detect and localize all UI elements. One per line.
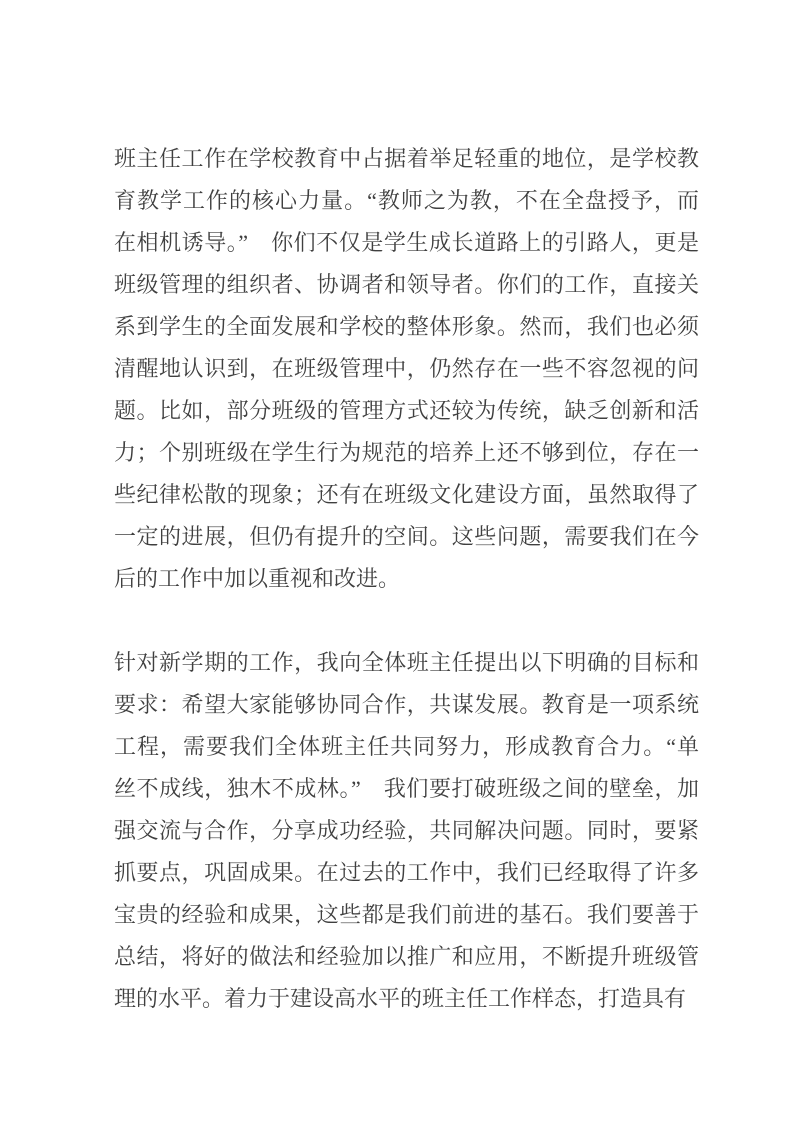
text-line: 丝不成线，独木不成林。” 我们要打破班级之间的壁垒，加	[114, 776, 699, 801]
text-line: 题。比如，部分班级的管理方式还较为传统，缺乏创新和活	[114, 398, 699, 423]
text-line: 清醒地认识到，在班级管理中，仍然存在一些不容忽视的问	[114, 356, 699, 381]
text-line: 力；个别班级在学生行为规范的培养上还不够到位，存在一	[114, 440, 699, 465]
text-line: 班级管理的组织者、协调者和领导者。你们的工作，直接关	[114, 272, 699, 297]
text-line-paragraph-end: 后的工作中加以重视和改进。	[114, 566, 401, 591]
paragraph-new-term-goals	[114, 642, 699, 1020]
text-line: 系到学生的全面发展和学校的整体形象。然而，我们也必须	[114, 314, 699, 339]
text-line: 针对新学期的工作，我向全体班主任提出以下明确的目标和	[114, 650, 699, 675]
text-line: 抓要点，巩固成果。在过去的工作中，我们已经取得了许多	[114, 860, 699, 885]
text-line: 宝贵的经验和成果，这些都是我们前进的基石。我们要善于	[114, 902, 699, 927]
text-line: 些纪律松散的现象；还有在班级文化建设方面，虽然取得了	[114, 482, 699, 507]
text-line: 强交流与合作，分享成功经验，共同解决问题。同时，要紧	[114, 818, 699, 843]
text-line: 工程，需要我们全体班主任共同努力，形成教育合力。“单	[114, 734, 699, 759]
paragraph-role-and-problems	[114, 138, 699, 600]
text-line: 一定的进展，但仍有提升的空间。这些问题，需要我们在今	[114, 524, 699, 549]
text-line: 在相机诱导。” 你们不仅是学生成长道路上的引路人，更是	[114, 230, 699, 255]
document-body-text	[114, 138, 699, 1020]
text-line: 要求：希望大家能够协同合作，共谋发展。教育是一项系统	[114, 692, 699, 717]
text-line: 总结，将好的做法和经验加以推广和应用，不断提升班级管	[114, 944, 699, 969]
text-line: 育教学工作的核心力量。“教师之为教，不在全盘授予，而	[114, 188, 699, 213]
text-line-page-break: 理的水平。着力于建设高水平的班主任工作样态，打造具有	[114, 986, 687, 1011]
text-line: 班主任工作在学校教育中占据着举足轻重的地位，是学校教	[114, 146, 699, 171]
